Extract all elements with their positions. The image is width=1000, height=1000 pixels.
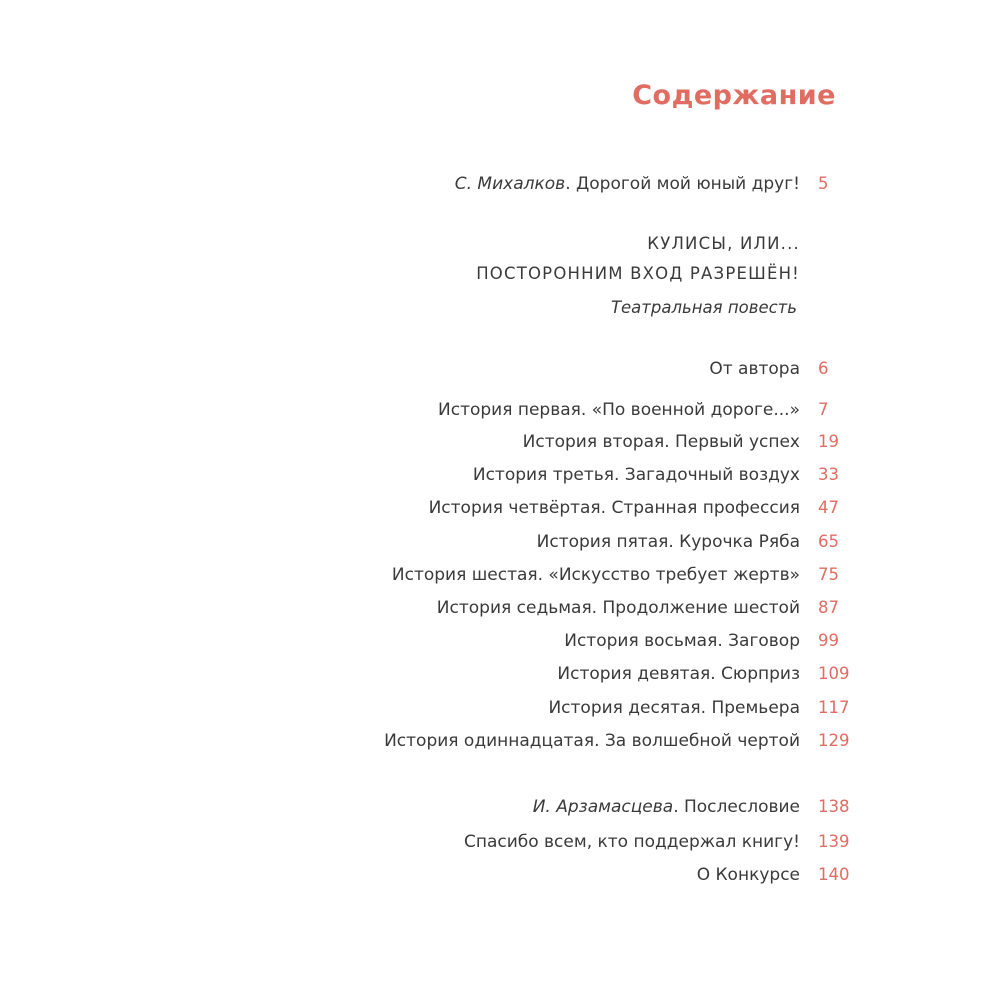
entry-page-number: 5 xyxy=(818,174,829,193)
entry-page-number: 33 xyxy=(818,465,839,484)
entry-page-number: 75 xyxy=(818,565,839,584)
toc-entry-afterword xyxy=(533,795,800,819)
entry-page-number: 47 xyxy=(818,498,839,517)
section-subtitle: Театральная повесть xyxy=(610,298,797,317)
toc-entry: История шестая. «Искусство требует жертв» xyxy=(391,565,800,585)
entry-page-number: 19 xyxy=(818,432,839,451)
toc-entry: История первая. «По военной дороге...» xyxy=(438,400,800,420)
entry-title: Дорогой мой юный друг! xyxy=(576,174,800,194)
entry-page-number: 65 xyxy=(818,532,839,551)
page-title: Содержание xyxy=(632,80,836,111)
entry-page-number: 109 xyxy=(818,664,850,683)
toc-entry: От автора xyxy=(709,359,800,379)
entry-page-number: 139 xyxy=(818,832,850,851)
entry-author: И. Арзамасцева xyxy=(532,797,674,817)
entry-separator: . xyxy=(673,797,684,817)
toc-entry: Спасибо всем, кто поддержал книгу! xyxy=(463,832,800,852)
toc-entry: История десятая. Премьера xyxy=(548,698,800,718)
entry-page-number: 99 xyxy=(818,631,839,650)
toc-entry: О Конкурсе xyxy=(696,865,800,885)
toc-entry-intro xyxy=(455,172,800,196)
entry-page-number: 87 xyxy=(818,598,839,617)
toc-entry: История третья. Загадочный воздух xyxy=(472,465,800,485)
entry-page-number: 117 xyxy=(818,698,850,717)
toc-entry: История восьмая. Заговор xyxy=(564,631,800,651)
entry-page-number: 7 xyxy=(818,400,829,419)
entry-title: Послесловие xyxy=(684,797,800,817)
toc-entry: История пятая. Курочка Ряба xyxy=(536,532,800,552)
entry-separator: . xyxy=(565,174,576,194)
section-heading-line-2: ПОСТОРОННИМ ВХОД РАЗРЕШЁН! xyxy=(476,264,800,283)
entry-page-number: 129 xyxy=(818,731,850,750)
toc-entry: История седьмая. Продолжение шестой xyxy=(436,598,800,618)
toc-entry: История вторая. Первый успех xyxy=(522,432,800,452)
entry-page-number: 140 xyxy=(818,865,850,884)
entry-page-number: 138 xyxy=(818,797,850,816)
entry-page-number: 6 xyxy=(818,359,829,378)
toc-entry: История четвёртая. Странная профессия xyxy=(428,498,800,518)
toc-entry: История одиннадцатая. За волшебной чертой xyxy=(384,731,800,751)
entry-author: С. Михалков xyxy=(454,174,566,194)
toc-entry: История девятая. Сюрприз xyxy=(557,664,800,684)
section-heading-line-1: КУЛИСЫ, ИЛИ... xyxy=(647,234,800,253)
